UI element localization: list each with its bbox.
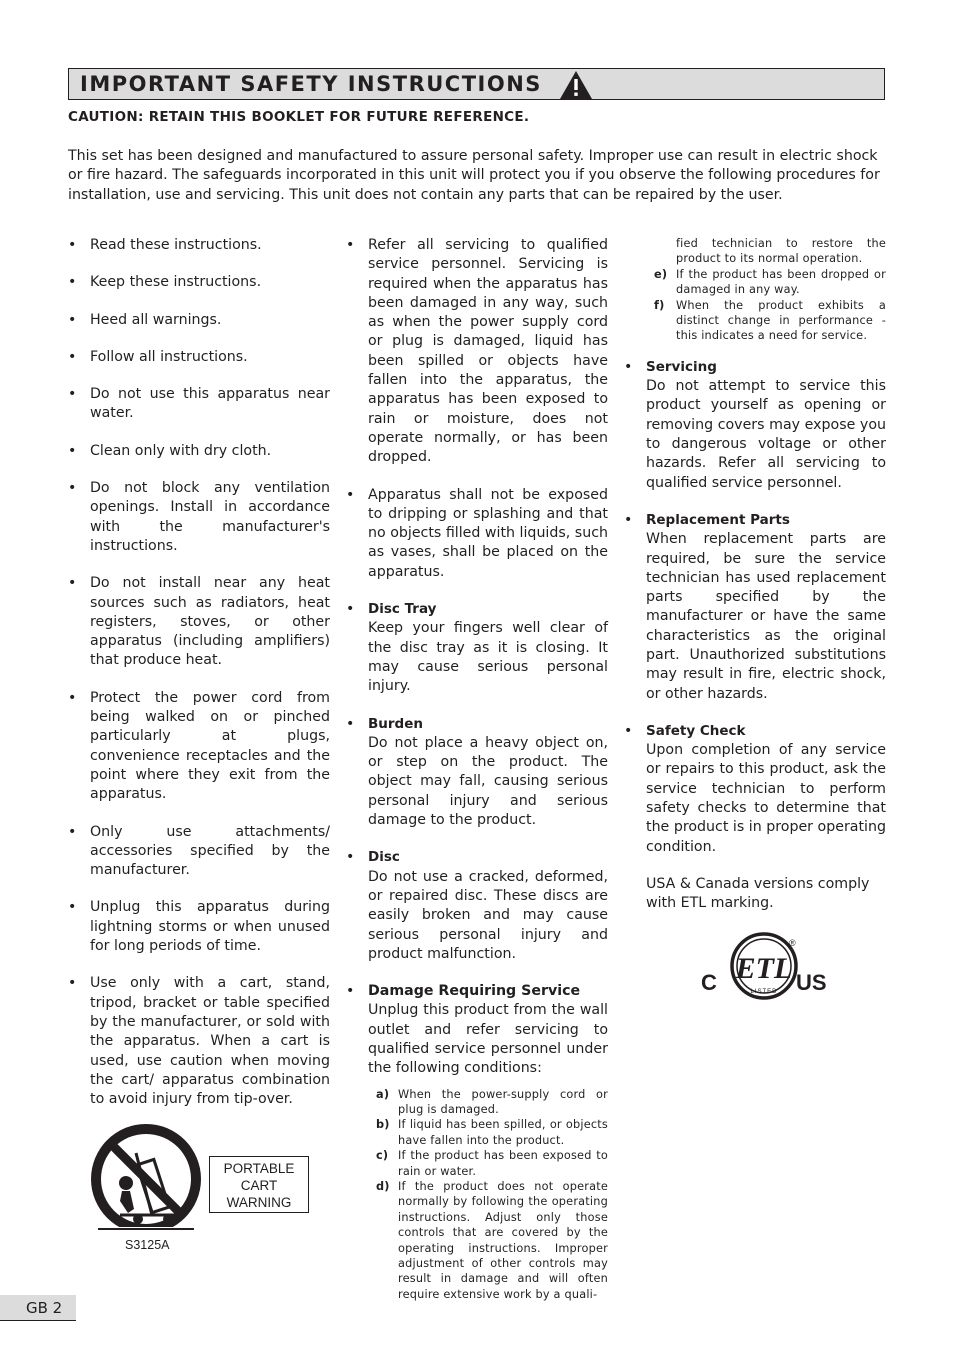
column-2: [346, 236, 608, 1302]
list-item: • Keep these instructions.: [68, 274, 262, 291]
disc-section: • Disc Do not use a cracked, deformed, or repaired disc. These discs are easily broken and may cause serious personal injury and product malfunction.: [346, 849, 608, 962]
condition-item: b) If liquid has been spilled, or objects have fallen into the product.: [376, 1118, 608, 1147]
list-item: • Do not install near any heat sources such as radiators, heat registers, stoves, or other apparatus (including amplifiers) that produce heat.: [68, 575, 330, 669]
section-heading: Burden: [368, 715, 423, 732]
page-title: IMPORTANT SAFETY INSTRUCTIONS: [80, 72, 542, 96]
list-item: • Do not block any ventilation openings. Install in accordance with the manufacturer's instructions.: [68, 480, 330, 554]
etl-listed-logo: [696, 932, 832, 1000]
section-heading: Disc: [368, 849, 400, 866]
condition-item: d) If the product does not operate normally by following the operating instructions. Adjust only those controls that are covered by the operating instructions. Improper adjustment of other controls may result in damage and will often require extensive work by a quali-: [376, 1180, 608, 1301]
list-item: • Follow all instructions.: [68, 348, 248, 365]
section-heading: Disc Tray: [368, 601, 437, 618]
svg-text:LISTED: LISTED: [750, 989, 778, 995]
replacement-parts-section: • Replacement Parts When replacement parts are required, be sure the service technician has used replacement parts specified by the manufacturer or have the same characteristics as the original part. Unauthorized substitutions may result in fire, electric shock, or other hazards.: [624, 511, 886, 702]
cart-symbol-code: S3125A: [125, 1238, 170, 1252]
section-heading: Servicing: [646, 358, 717, 375]
intro-paragraph: This set has been designed and manufactured to assure personal safety. Improper use can result in electric shock or fire hazard. The safeguards incorporated in this unit will protect you if you observe the following procedures for installation, use and servicing. This unit does not contain any parts that can be repaired by the user.: [68, 148, 880, 203]
condition-item: a) When the power-supply cord or plug is damaged.: [376, 1087, 608, 1116]
list-item: • Refer all servicing to qualified service personnel. Servicing is required when the apparatus has been damaged in any way, such as when the power supply cord or plug is damaged, liquid has been spilled or objects have fallen into the apparatus, the apparatus has been exposed to rain or moisture, does not operate normally, or has been dropped.: [346, 237, 608, 466]
burden-section: • Burden Do not place a heavy object on, or step on the product. The object may fall, causing serious personal injury and serious damage to the product.: [346, 715, 608, 829]
condition-continuation: fied technician to restore the product to its normal operation.: [676, 237, 886, 266]
list-item: • Do not use this apparatus near water.: [68, 386, 330, 422]
svg-text:US: US: [796, 970, 827, 995]
column-3: [624, 236, 886, 914]
svg-text:®: ®: [789, 938, 796, 948]
section-heading: Safety Check: [646, 722, 746, 739]
caution-text: CAUTION: RETAIN THIS BOOKLET FOR FUTURE REFERENCE.: [68, 109, 530, 125]
svg-text:ETL: ETL: [735, 952, 793, 985]
safety-check-section: • Safety Check Upon completion of any service or repairs to this product, ask the service technician to perform safety checks to determine that the product is in proper operating condition.: [624, 722, 886, 855]
section-heading: Replacement Parts: [646, 511, 790, 528]
page-number: GB 2: [26, 1299, 63, 1317]
damage-section: • Damage Requiring Service Unplug this product from the wall outlet and refer servicing to qualified service personnel under the following conditions:: [346, 983, 608, 1077]
list-item: • Clean only with dry cloth.: [68, 442, 272, 459]
list-item: • Protect the power cord from being walked on or pinched particularly at plugs, convenience receptacles and the point where they exit from the apparatus.: [68, 689, 330, 803]
portable-cart-warning-icon: [90, 1123, 202, 1235]
list-item: • Read these instructions.: [68, 237, 262, 253]
condition-item: e) If the product has been dropped or damaged in any way.: [654, 267, 886, 297]
condition-item: f) When the product exhibits a distinct change in performance - this indicates a need for service.: [654, 298, 886, 343]
warning-triangle-icon: [559, 70, 593, 100]
page-number-tab: [0, 1295, 76, 1321]
title-bar: [68, 68, 885, 100]
list-item: • Unplug this apparatus during lightning storms or when unused for long periods of time.: [68, 899, 330, 955]
list-item: • Use only with a cart, stand, tripod, bracket or table specified by the manufacturer, or sold with the apparatus. When a cart is used, use caution when moving the cart/ apparatus combination to avoid injury from tip-over.: [68, 975, 330, 1108]
list-item: • Apparatus shall not be exposed to dripping or splashing and that no objects filled with liquids, such as vases, shall be placed on the apparatus.: [346, 486, 608, 580]
condition-item: c) If the product has been exposed to rain or water.: [376, 1149, 608, 1178]
section-heading: Damage Requiring Service: [368, 983, 581, 1000]
list-item: • Only use attachments/ accessories specified by the manufacturer.: [68, 823, 330, 879]
list-item: • Heed all warnings.: [68, 311, 222, 328]
portable-cart-warning-box: PORTABLE CART WARNING: [209, 1156, 309, 1213]
svg-text:C: C: [701, 970, 717, 995]
etl-note: USA & Canada versions comply with ETL marking.: [646, 875, 870, 912]
column-1: [68, 236, 330, 1127]
servicing-section: • Servicing Do not attempt to service this product yourself as opening or removing covers may expose you to dangerous voltage or other hazards. Refer all servicing to qualified service personnel.: [624, 358, 886, 491]
disc-tray-section: • Disc Tray Keep your fingers well clear of the disc tray as it is closing. It may cause serious personal injury.: [346, 601, 608, 695]
